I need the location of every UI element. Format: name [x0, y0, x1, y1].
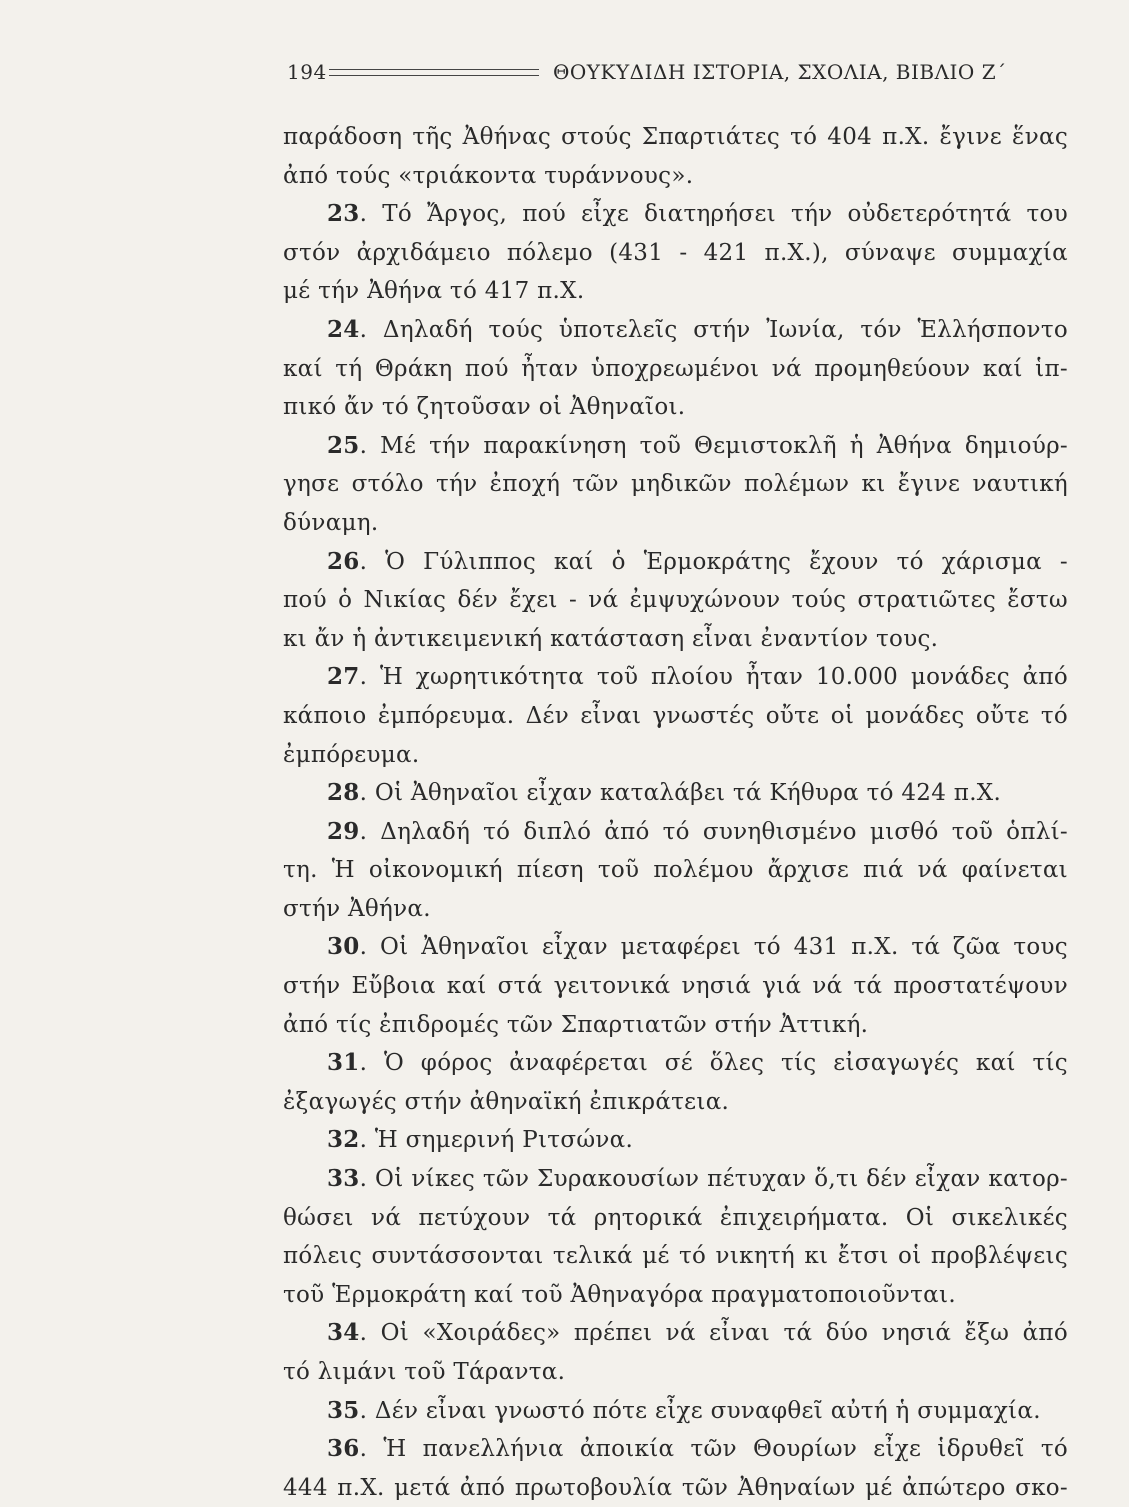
note-text: . Ὁ φόρος ἀναφέρεται σέ ὅλες τίς εἰσαγωγές καί τίς: [359, 1050, 1068, 1077]
note-text: . Οἱ νίκες τῶν Συρακουσίων πέτυχαν ὅ,τι δέν εἶχαν κατορ-: [359, 1166, 1068, 1193]
note-number: 23: [327, 200, 360, 228]
note-33-line: πόλεις συντάσσονται τελικά μέ τό νικητή κι ἔτσι οἱ προβλέψεις: [283, 1243, 1068, 1270]
note-34-line: τό λιμάνι τοῦ Τάραντα.: [283, 1359, 566, 1385]
note-31-line: [283, 1044, 1068, 1083]
note-34-line: [283, 1314, 1068, 1353]
notes-text: [283, 118, 1068, 1507]
note-25-line: [283, 427, 1068, 466]
note-33-line: τοῦ Ἑρμοκράτη καί τοῦ Ἀθηναγόρα πραγματοποιοῦνται.: [283, 1281, 956, 1308]
note-text: . Δηλαδή τούς ὑποτελεῖς στήν Ἰωνία, τόν Ἑλλήσποντο: [359, 316, 1068, 343]
note-number: 30: [327, 933, 360, 961]
note-30-line: [283, 928, 1068, 967]
note-28-line: [283, 774, 1068, 813]
note-24-line: πικό ἄν τό ζητοῦσαν οἱ Ἀθηναῖοι.: [283, 394, 686, 421]
note-26-line: [283, 543, 1068, 582]
note-29-line: [283, 813, 1068, 852]
header-rule: [329, 69, 539, 76]
note-25-line: γησε στόλο τήν ἐποχή τῶν μηδικῶν πολέμων κι ἔγινε ναυτική: [283, 471, 1068, 498]
note-27-line: κάποιο ἐμπόρευμα. Δέν εἶναι γνωστές οὔτε οἱ μονάδες οὔτε τό: [283, 702, 1068, 729]
note-text: . Ἡ σημερινή Ριτσώνα.: [359, 1127, 634, 1154]
note-36-line: [283, 1430, 1068, 1469]
note-23-line: μέ τήν Ἀθήνα τό 417 π.Χ.: [283, 278, 585, 305]
note-25-line: δύναμη.: [283, 509, 379, 536]
note-27-line: [283, 658, 1068, 697]
running-head-title: ΘΟΥΚΥΔΙΔΗ ΙΣΤΟΡΙΑ, ΣΧΟΛΙΑ, ΒΙΒΛΙΟ Ζ΄: [553, 60, 1007, 84]
note-text: . Ἡ χωρητικότητα τοῦ πλοίου ἦταν 10.000 μονάδες ἀπό: [359, 664, 1068, 691]
running-header: [287, 56, 1067, 88]
note-number: 33: [327, 1165, 360, 1193]
note-number: 24: [327, 315, 360, 343]
page-number: 194: [287, 60, 327, 84]
note-number: 31: [327, 1049, 360, 1077]
note-35-line: [283, 1392, 1068, 1431]
note-number: 35: [327, 1396, 360, 1424]
note-29-line: τη. Ἡ οἰκονομική πίεση τοῦ πολέμου ἄρχισε πιά νά φαίνεται: [283, 857, 1068, 884]
note-number: 26: [327, 547, 360, 575]
note-number: 36: [327, 1435, 360, 1463]
note-text: . Δηλαδή τό διπλό ἀπό τό συνηθισμένο μισθό τοῦ ὁπλί-: [359, 818, 1068, 845]
note-number: 25: [327, 431, 360, 459]
note-number: 27: [327, 663, 360, 691]
note-text: . Ὁ Γύλιππος καί ὁ Ἑρμοκράτης ἔχουν τό χάρισμα -: [359, 548, 1068, 575]
note-text: . Οἱ Ἀθηναῖοι εἶχαν μεταφέρει τό 431 π.Χ. τά ζῶα τους: [359, 934, 1068, 961]
note-number: 32: [327, 1126, 360, 1154]
note-number: 34: [327, 1319, 360, 1347]
intro-line: παράδοση τῆς Ἀθήνας στούς Σπαρτιάτες τό 404 π.Χ. ἔγινε ἕνας: [283, 124, 1068, 150]
note-24-line: [283, 311, 1068, 350]
note-number: 28: [327, 779, 360, 807]
note-32-line: [283, 1121, 1068, 1160]
note-33-line: θώσει νά πετύχουν τά ρητορικά ἐπιχειρήματα. Οἱ σικελικές: [283, 1204, 1068, 1231]
note-26-line: κι ἄν ἡ ἀντικειμενική κατάσταση εἶναι ἐναντίον τους.: [283, 625, 939, 652]
note-26-line: πού ὁ Νικίας δέν ἔχει - νά ἐμψυχώνουν τούς στρατιῶτες ἔστω: [283, 587, 1068, 614]
note-text: . Τό Ἄργος, πού εἶχε διατηρήσει τήν οὐδετερότητά του: [359, 201, 1068, 228]
note-number: 29: [327, 817, 360, 845]
note-33-line: [283, 1160, 1068, 1199]
note-36-line: 444 π.Χ. μετά ἀπό πρωτοβουλία τῶν Ἀθηναίων μέ ἀπώτερο σκο-: [283, 1474, 1068, 1501]
note-30-line: στήν Εὔβοια καί στά γειτονικά νησιά γιά νά τά προστατέψουν: [283, 973, 1068, 1000]
note-30-line: ἀπό τίς ἐπιδρομές τῶν Σπαρτιατῶν στήν Ἀττική.: [283, 1011, 869, 1038]
note-23-line: [283, 195, 1068, 234]
note-text: . Ἡ πανελλήνια ἀποικία τῶν Θουρίων εἶχε ἱδρυθεῖ τό: [359, 1436, 1068, 1463]
intro-line: ἀπό τούς «τριάκοντα τυράννους».: [283, 162, 694, 189]
note-23-line: στόν ἀρχιδάμειο πόλεμο (431 - 421 π.Χ.), σύναψε συμμαχία: [283, 239, 1068, 266]
note-text: . Μέ τήν παρακίνηση τοῦ Θεμιστοκλῆ ἡ Ἀθήνα δημιούρ-: [359, 432, 1068, 459]
note-text: . Δέν εἶναι γνωστό πότε εἶχε συναφθεῖ αὐτή ἡ συμμαχία.: [359, 1397, 1041, 1424]
note-text: . Οἱ Ἀθηναῖοι εἶχαν καταλάβει τά Κήθυρα τό 424 π.Χ.: [359, 780, 1002, 807]
note-text: . Οἱ «Χοιράδες» πρέπει νά εἶναι τά δύο νησιά ἔξω ἀπό: [359, 1320, 1068, 1347]
note-31-line: ἐξαγωγές στήν ἀθηναϊκή ἐπικράτεια.: [283, 1088, 730, 1115]
note-27-line: ἐμπόρευμα.: [283, 741, 420, 768]
note-24-line: καί τή Θράκη πού ἦταν ὑποχρεωμένοι νά προμηθεύουν καί ἱπ-: [283, 355, 1068, 382]
note-29-line: στήν Ἀθήνα.: [283, 895, 431, 922]
